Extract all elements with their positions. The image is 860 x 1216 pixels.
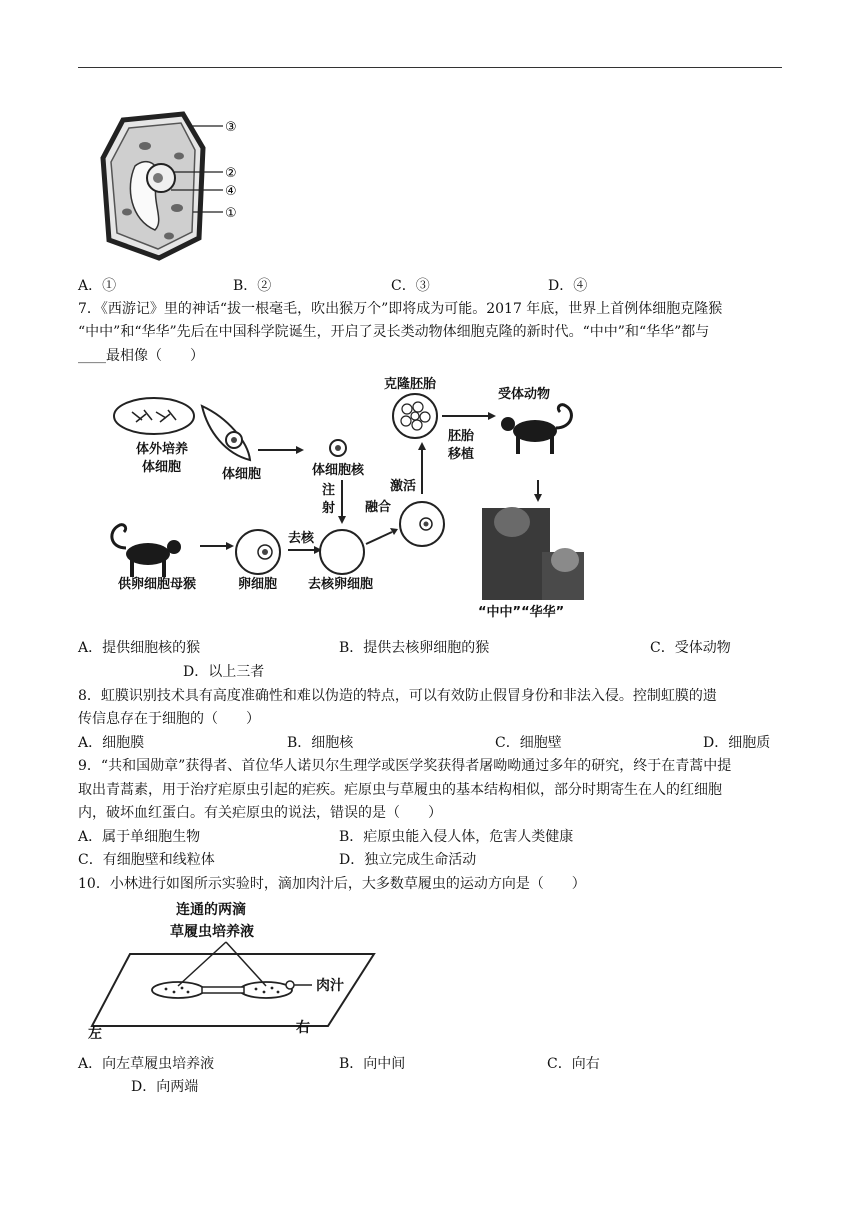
cloning-process-figure xyxy=(110,376,590,632)
q8-stem-line1: 8．虹膜识别技术具有高度准确性和难以伪造的特点，可以有效防止假冒身份和非法入侵。控制虹膜的遗 xyxy=(78,688,717,704)
fig-activate-label: 激活 xyxy=(390,479,417,494)
q9-option-c: C．有细胞壁和线粒体 xyxy=(78,852,215,868)
header-rule xyxy=(78,67,782,68)
q7-stem-line1: 7．《西游记》里的神话“拔一根毫毛，吹出猴万个”即将成为可能。2017 年底，世界上首例体细胞克隆猴 xyxy=(78,301,723,317)
recipient-monkey-icon xyxy=(501,405,571,454)
q10-option-b: B．向中间 xyxy=(339,1056,406,1072)
q6-option-a: A．① xyxy=(78,278,117,294)
plant-cell-figure xyxy=(95,108,255,268)
q7-stem-line2: “中中”和“华华”先后在中国科学院诞生，开启了灵长类动物体细胞克隆的新时代。“中中”和“华华”都与 xyxy=(78,324,710,340)
q10-stem-line1: 10．小林进行如图所示实验时，滴加肉汁后，大多数草履虫的运动方向是（ ） xyxy=(78,876,586,892)
q9-stem-line3: 内，破坏血红蛋白。有关疟原虫的说法，错误的是（ ） xyxy=(78,805,442,821)
q8-option-c: C．细胞壁 xyxy=(495,735,562,751)
q8-stem-line2: 传信息存在于细胞的（ ） xyxy=(78,711,260,727)
fig-babies-label: “中中”“华华” xyxy=(478,605,565,620)
fig-recipient-label: 受体动物 xyxy=(498,387,551,402)
fig-culture-label-2: 体细胞 xyxy=(142,460,182,475)
q8-option-a: A．细胞膜 xyxy=(78,735,145,751)
q7-option-b: B．提供去核卵细胞的猴 xyxy=(339,640,490,656)
fig-donor-label: 供卵细胞母猴 xyxy=(118,577,197,592)
fig-enucleated-egg-label: 去核卵细胞 xyxy=(308,577,374,592)
q7-option-c: C．受体动物 xyxy=(650,640,731,656)
q7-stem-line3: ____最相像（ ） xyxy=(78,348,204,364)
q9-option-d: D．独立完成生命活动 xyxy=(339,852,477,868)
fig-culture-label-1: 体外培养 xyxy=(136,442,189,457)
cell-label-2: ② xyxy=(225,166,237,181)
q9-option-b: B．疟原虫能入侵人体，危害人类健康 xyxy=(339,829,574,845)
q10-option-a: A．向左草履虫培养液 xyxy=(78,1056,215,1072)
fig-broth-label: 肉汁 xyxy=(316,978,344,994)
fig-fuse-label: 融合 xyxy=(365,500,392,515)
q7-option-a: A．提供细胞核的猴 xyxy=(78,640,201,656)
fig-enucleate-label: 去核 xyxy=(288,531,315,546)
q7-option-d: D．以上三者 xyxy=(183,664,265,680)
cloned-monkeys-photo xyxy=(482,507,584,600)
fig-title-line1: 连通的两滴 xyxy=(176,902,246,918)
q6-option-d: D．④ xyxy=(548,278,588,294)
fig-left-label: 左 xyxy=(88,1026,102,1042)
cell-label-4: ④ xyxy=(225,184,237,199)
q6-option-c: C．③ xyxy=(391,278,430,294)
fig-title-line2: 草履虫培养液 xyxy=(170,924,254,940)
fig-somatic-cell-label: 体细胞 xyxy=(222,467,262,482)
q8-option-b: B．细胞核 xyxy=(287,735,354,751)
q8-option-d: D．细胞质 xyxy=(703,735,771,751)
donor-monkey-icon xyxy=(112,525,181,577)
q9-option-a: A．属于单细胞生物 xyxy=(78,829,201,845)
fig-right-label: 右 xyxy=(296,1020,310,1036)
q6-option-b: B．② xyxy=(233,278,272,294)
fig-transplant-label-2: 移植 xyxy=(448,447,475,462)
fig-transplant-label-1: 胚胎 xyxy=(448,429,475,444)
fig-nucleus-label: 体细胞核 xyxy=(312,463,365,478)
q9-stem-line2: 取出青蒿素，用于治疗疟原虫引起的疟疾。疟原虫与草履虫的基本结构相似，部分时期寄生在人的红细胞 xyxy=(78,782,722,798)
fig-inject-label-1: 注 xyxy=(322,483,336,498)
cell-label-1: ① xyxy=(225,206,237,221)
fig-egg-cell-label: 卵细胞 xyxy=(238,577,278,592)
q10-option-d: D．向两端 xyxy=(131,1079,199,1095)
q10-option-c: C．向右 xyxy=(547,1056,600,1072)
fig-clone-embryo-label: 克隆胚胎 xyxy=(384,377,437,392)
fig-inject-label-2: 射 xyxy=(322,501,336,516)
cell-label-3: ③ xyxy=(225,120,237,135)
q9-stem-line1: 9．“共和国勋章”获得者、首位华人诺贝尔生理学或医学奖获得者屠呦呦通过多年的研究，终于在青蒿中提 xyxy=(78,758,732,774)
paramecium-experiment-figure xyxy=(86,896,376,1046)
